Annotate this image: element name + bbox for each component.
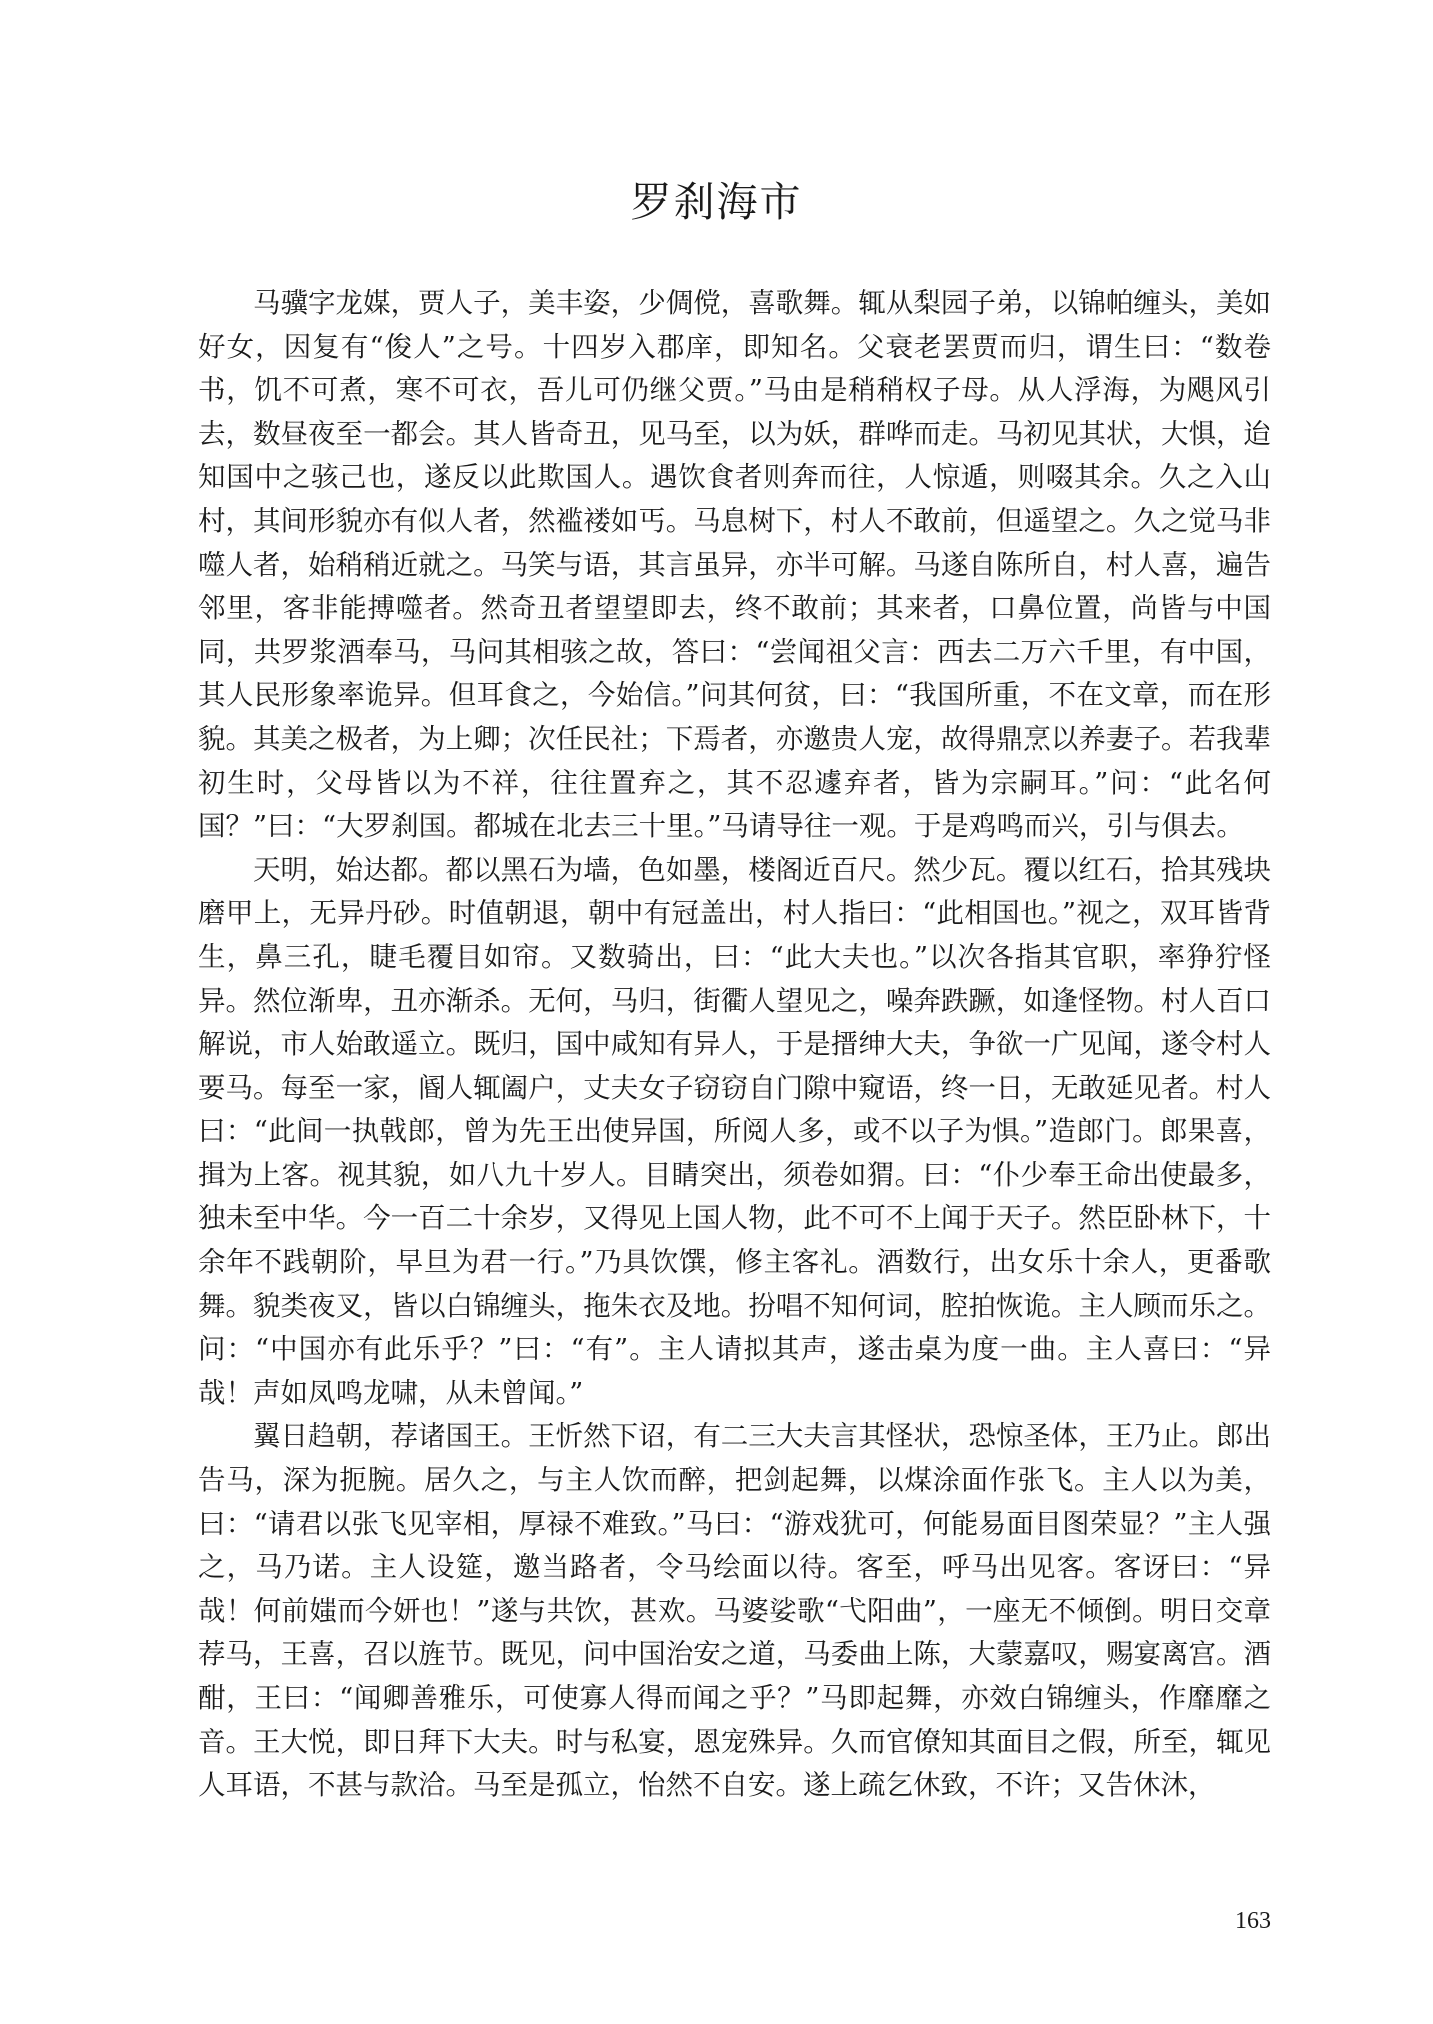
body-text — [198, 282, 1271, 1808]
page-number: 163 — [1235, 1908, 1271, 1934]
paragraph-3: 翼日趋朝，荐诸国王。王忻然下诏，有二三大夫言其怪状，恐惊圣体，王乃止。郎出告马，深为扼腕。居久之，与主人饮而醉，把剑起舞，以煤涂面作张飞。主人以为美，曰：“请君以张飞见宰相，厚禄不难致。”马曰：“游戏犹可，何能易面目图荣显？”主人强之，马乃诺。主人设筵，邀当路者，令马绘面以待。客至，呼马出见客。客讶曰：“异哉！何前媸而今妍也！”遂与共饮，甚欢。马婆娑歌“弋阳曲”，一座无不倾倒。明日交章荐马，王喜，召以旌节。既见，问中国治安之道，马委曲上陈，大蒙嘉叹，赐宴离宫。酒酣，王曰：“闻卿善雅乐，可使寡人得而闻之乎？”马即起舞，亦效白锦缠头，作靡靡之音。王大悦，即日拜下大夫。时与私宴，恩宠殊异。久而官僚知其面目之假，所至，辄见人耳语，不甚与款洽。马至是孤立，怡然不自安。遂上疏乞休致，不许；又告休沐， — [198, 1420, 1271, 1802]
paragraph-2: 天明，始达都。都以黑石为墙，色如墨，楼阁近百尺。然少瓦。覆以红石，拾其残块磨甲上，无异丹砂。时值朝退，朝中有冠盖出，村人指曰：“此相国也。”视之，双耳皆背生，鼻三孔，睫毛覆目如帘。又数骑出，曰：“此大夫也。”以次各指其官职，率狰狞怪异。然位渐卑，丑亦渐杀。无何，马归，街衢人望见之，噪奔跌蹶，如逢怪物。村人百口解说，市人始敢遥立。既归，国中咸知有异人，于是搢绅大夫，争欲一广见闻，遂令村人要马。每至一家，阍人辄阖户，丈夫女子窃窃自门隙中窥语，终一日，无敢延见者。村人曰：“此间一执戟郎，曾为先王出使异国，所阅人多，或不以子为惧。”造郎门。郎果喜，揖为上客。视其貌，如八九十岁人。目睛突出，须卷如猬。曰：“仆少奉王命出使最多，独未至中华。今一百二十余岁，又得见上国人物，此不可不上闻于天子。然臣卧林下，十余年不践朝阶，早旦为君一行。”乃具饮馔，修主客礼。酒数行，出女乐十余人，更番歌舞。貌类夜叉，皆以白锦缠头，拖朱衣及地。扮唱不知何词，腔拍恢诡。主人顾而乐之。问：“中国亦有此乐乎？”曰：“有”。主人请拟其声，遂击桌为度一曲。主人喜曰：“异哉！声如凤鸣龙啸，从未曾闻。” — [198, 853, 1271, 1409]
paragraph-1: 马骥字龙媒，贾人子，美丰姿，少倜傥，喜歌舞。辄从梨园子弟，以锦帕缠头，美如好女，因复有“俊人”之号。十四岁入郡庠，即知名。父衰老罢贾而归，谓生曰：“数卷书，饥不可煮，寒不可衣，吾儿可仍继父贾。”马由是稍稍权子母。从人浮海，为飓风引去，数昼夜至一都会。其人皆奇丑，见马至，以为妖，群哗而走。马初见其状，大惧，迨知国中之骇己也，遂反以此欺国人。遇饮食者则奔而往，人惊遁，则啜其余。久之入山村，其间形貌亦有似人者，然褴褛如丐。马息树下，村人不敢前，但遥望之。久之觉马非噬人者，始稍稍近就之。马笑与语，其言虽异，亦半可解。马遂自陈所自，村人喜，遍告邻里，客非能搏噬者。然奇丑者望望即去，终不敢前；其来者，口鼻位置，尚皆与中国同，共罗浆酒奉马，马问其相骇之故，答曰：“尝闻祖父言：西去二万六千里，有中国，其人民形象率诡异。但耳食之，今始信。”问其何贫，曰：“我国所重，不在文章，而在形貌。其美之极者，为上卿；次任民社；下焉者，亦邀贵人宠，故得鼎烹以养妻子。若我辈初生时，父母皆以为不祥，往往置弃之，其不忍遽弃者，皆为宗嗣耳。”问：“此名何国？”曰：“大罗刹国。都城在北去三十里。”马请导往一观。于是鸡鸣而兴，引与俱去。 — [198, 287, 1271, 843]
page-title: 罗刹海市 — [630, 178, 803, 226]
